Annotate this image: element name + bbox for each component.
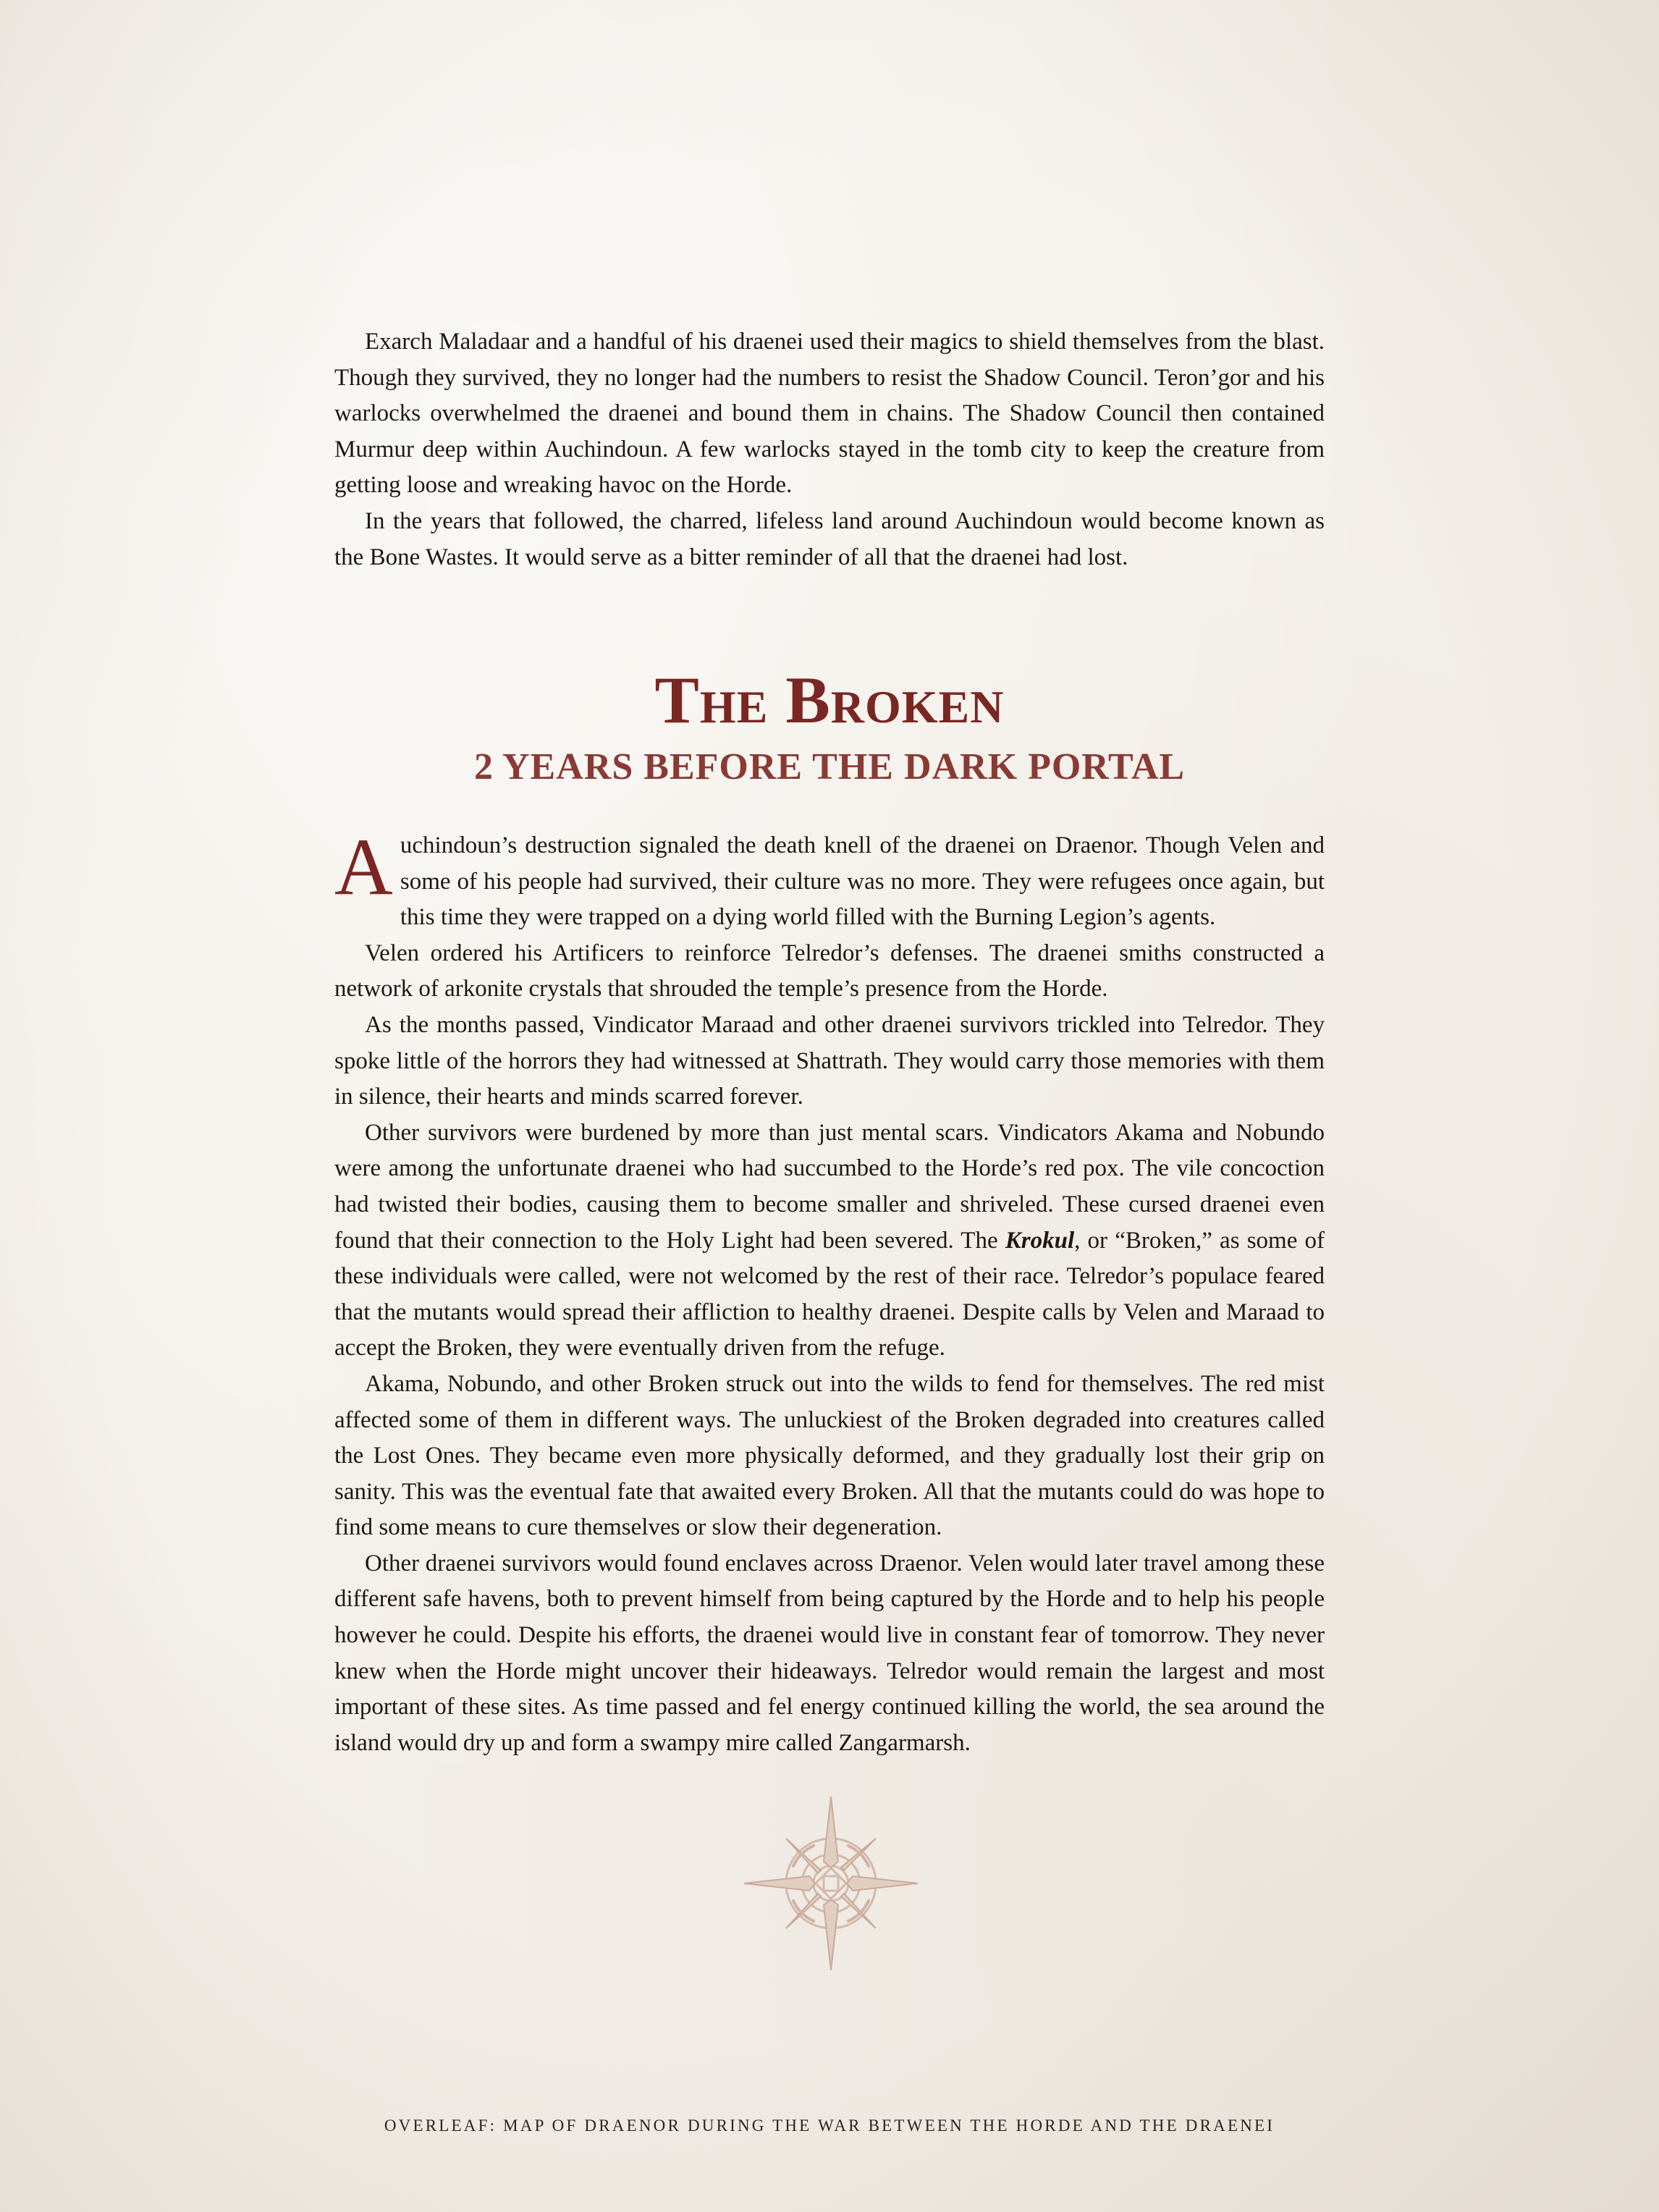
paragraph: Other draenei survivors would found enclaves across Draenor. Velen would later travel among these different safe havens, both to prevent himself from being captured by the Horde and to help his people however he could. Despite his efforts, the draenei would live in constant fear of tomorrow. They never knew when the Horde might uncover their hideaways. Telredor would remain the largest and most important of these sites. As time passed and fel energy continued killing the world, the sea around the island would dry up and form a swampy mire called Zangarmarsh. — [334, 1550, 1325, 1756]
section-subtitle: 2 YEARS BEFORE THE DARK PORTAL — [473, 746, 1186, 788]
paragraph: As the months passed, Vindicator Maraad and other draenei survivors trickled into Telredor. They spoke little of the horrors they had witnessed at Shattrath. They would carry those memories with them in silence, their hearts and minds scarred forever. — [334, 1011, 1325, 1110]
first-paragraph-text: uchindoun’s destruction signaled the death knell of the draenei on Draenor. Though Velen and some of his people had survived, their culture was no more. They were refugees once again, but this time they were trapped on a dying world filled with the Burning Legion’s agents. — [400, 832, 1325, 931]
drop-cap: A — [334, 822, 393, 912]
main-text — [334, 822, 1325, 1761]
krokul-term: Krokul — [1005, 1227, 1075, 1254]
paragraph: In the years that followed, the charred, lifeless land around Auchindoun would become known as the Bone Wastes. It would serve as a bitter reminder of all that the draenei had lost. — [334, 507, 1325, 570]
paragraph-krokul — [334, 1115, 1325, 1367]
paragraph: Akama, Nobundo, and other Broken struck out into the wilds to fend for themselves. The red mist affected some of them in different ways. The unluckiest of the Broken degraded into creatures called the Lost Ones. They became even more physically deformed, and they gradually lost their grip on sanity. This was the eventual fate that awaited every Broken. All that the mutants could do was hope to find some means to cure themselves or slow their degeneration. — [334, 1370, 1325, 1541]
paragraph-text: Other survivors were burdened by more than just mental scars. Vindicators Akama and Nobundo were among the unfortunate draenei who had succumbed to the Horde’s red pox. The vile concoction had twisted their bodies, causing them to become smaller and shriveled. These cursed draenei even found that their connection to the Holy Light had been severed. The — [334, 1119, 1325, 1254]
compass-rose-icon — [743, 1795, 919, 1972]
first-paragraph — [334, 822, 1325, 936]
paragraph: Exarch Maladaar and a handful of his draenei used their magics to shield themselves from the blast. Though they survived, they no longer had the numbers to resist the Shadow Council. Teron’gor and his warlocks overwhelmed the draenei and bound them in chains. The Shadow Council then contained Murmur deep within Auchindoun. A few warlocks stayed in the tomb city to keep the creature from getting loose and wreaking havoc on the Horde. — [334, 329, 1325, 499]
section-title: The Broken — [654, 663, 1005, 737]
paragraph-text: , or “Broken,” as some of these individuals were called, were not welcomed by the rest of their race. Telredor’s populace feared that the mutants would spread their affliction to healthy draenei. Despite calls by Velen and Maraad to accept the Broken, they were eventually driven from the refuge. — [334, 1227, 1325, 1362]
intro-text — [334, 324, 1325, 575]
caption-footer: OVERLEAF: MAP OF DRAENOR DURING THE WAR BETWEEN THE HORDE AND THE DRAENEI — [384, 2116, 1275, 2135]
paragraph: Velen ordered his Artificers to reinforce Telredor’s defenses. The draenei smiths constructed a network of arkonite crystals that shrouded the temple’s presence from the Horde. — [334, 940, 1325, 1002]
